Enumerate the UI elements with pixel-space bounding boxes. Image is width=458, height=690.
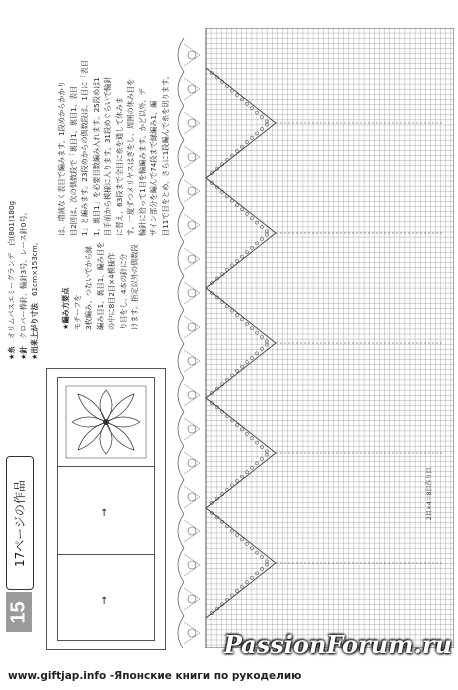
- schematic-divider: [58, 466, 154, 467]
- method-label: ★編み方要点: [61, 287, 70, 330]
- section-title-tab: [6, 456, 34, 590]
- yarn-label: ★糸: [7, 346, 16, 360]
- instruction-line: 輪針に拾って1目を輪編みます。かど以外、デ: [137, 88, 147, 236]
- method-block: [60, 242, 141, 330]
- knitting-chart: [170, 28, 454, 648]
- text-column: [0, 0, 180, 660]
- needle-label: ★針: [18, 346, 28, 360]
- yarn-text: オリムパスエミーグランデ 白(801)180g: [7, 200, 16, 340]
- arrow-up-icon: ↑: [100, 596, 109, 607]
- leaf-motif-icon: [64, 384, 148, 460]
- chart-grid: [170, 28, 454, 648]
- instructions-block: [56, 60, 171, 236]
- method-line: 編み目1、裏目1、編み目を: [95, 241, 105, 330]
- method-line: の中に8目2目×4模様作: [107, 252, 116, 330]
- needle-text: クロバー棒針、輪針3号、レース針0号。: [18, 208, 28, 340]
- source-url: www.giftjap.info -Японские книги по рукоделию: [8, 670, 302, 682]
- instruction-line: ザイン部分を編んで74段まで縁編み1、編: [149, 100, 158, 236]
- shawl-schematic: [46, 368, 166, 650]
- instruction-line: は、増減なく表目で編みます。1段めからかかり: [57, 81, 66, 236]
- instruction-line: 1」と編みます。23段めからの偶数段は、1目に「表目: [80, 60, 89, 236]
- chart-caption: 2目×4＝8目作り目: [426, 467, 433, 520]
- method-line: けます。指定以外の偶数段: [130, 244, 139, 330]
- materials-block: [6, 201, 41, 360]
- schematic-panel: [57, 377, 155, 641]
- section-title: 17ページの作品: [13, 479, 28, 567]
- instruction-line: 目手前から模様に入ります。31段めぐらいで輪針: [103, 76, 112, 236]
- pattern-number-badge: [6, 592, 32, 632]
- instruction-line: に替え、63段まで全目に糸を通して休みま: [114, 97, 124, 236]
- schematic-divider: [58, 554, 154, 555]
- size-value: 61cm×153cm。: [30, 238, 39, 297]
- instruction-line: 1、裏目1」を必要目数編み入れます。25段めは1: [91, 77, 101, 236]
- pattern-number: 15: [7, 600, 30, 624]
- instruction-line: 目11で目をとめ、さらに1段編んで糸を切ります。: [160, 72, 170, 236]
- footer-bar: [0, 664, 458, 690]
- method-line: 3枚編み、つないでから縁: [84, 245, 93, 330]
- size-label: ★出来上がり寸法: [30, 303, 39, 360]
- instruction-line: 目2回は、次の偶数段で「裏目1、裏目1、表目: [68, 85, 78, 236]
- arrow-up-icon: ↑: [100, 508, 109, 519]
- method-line: モチーフを: [72, 294, 82, 330]
- forum-watermark: PassionForum.ru: [223, 630, 452, 659]
- method-line: り目をし、4本の針に分: [118, 253, 128, 330]
- instruction-line: す。一度ずつメリヤスはぎをし、周囲の休み目を: [126, 78, 135, 236]
